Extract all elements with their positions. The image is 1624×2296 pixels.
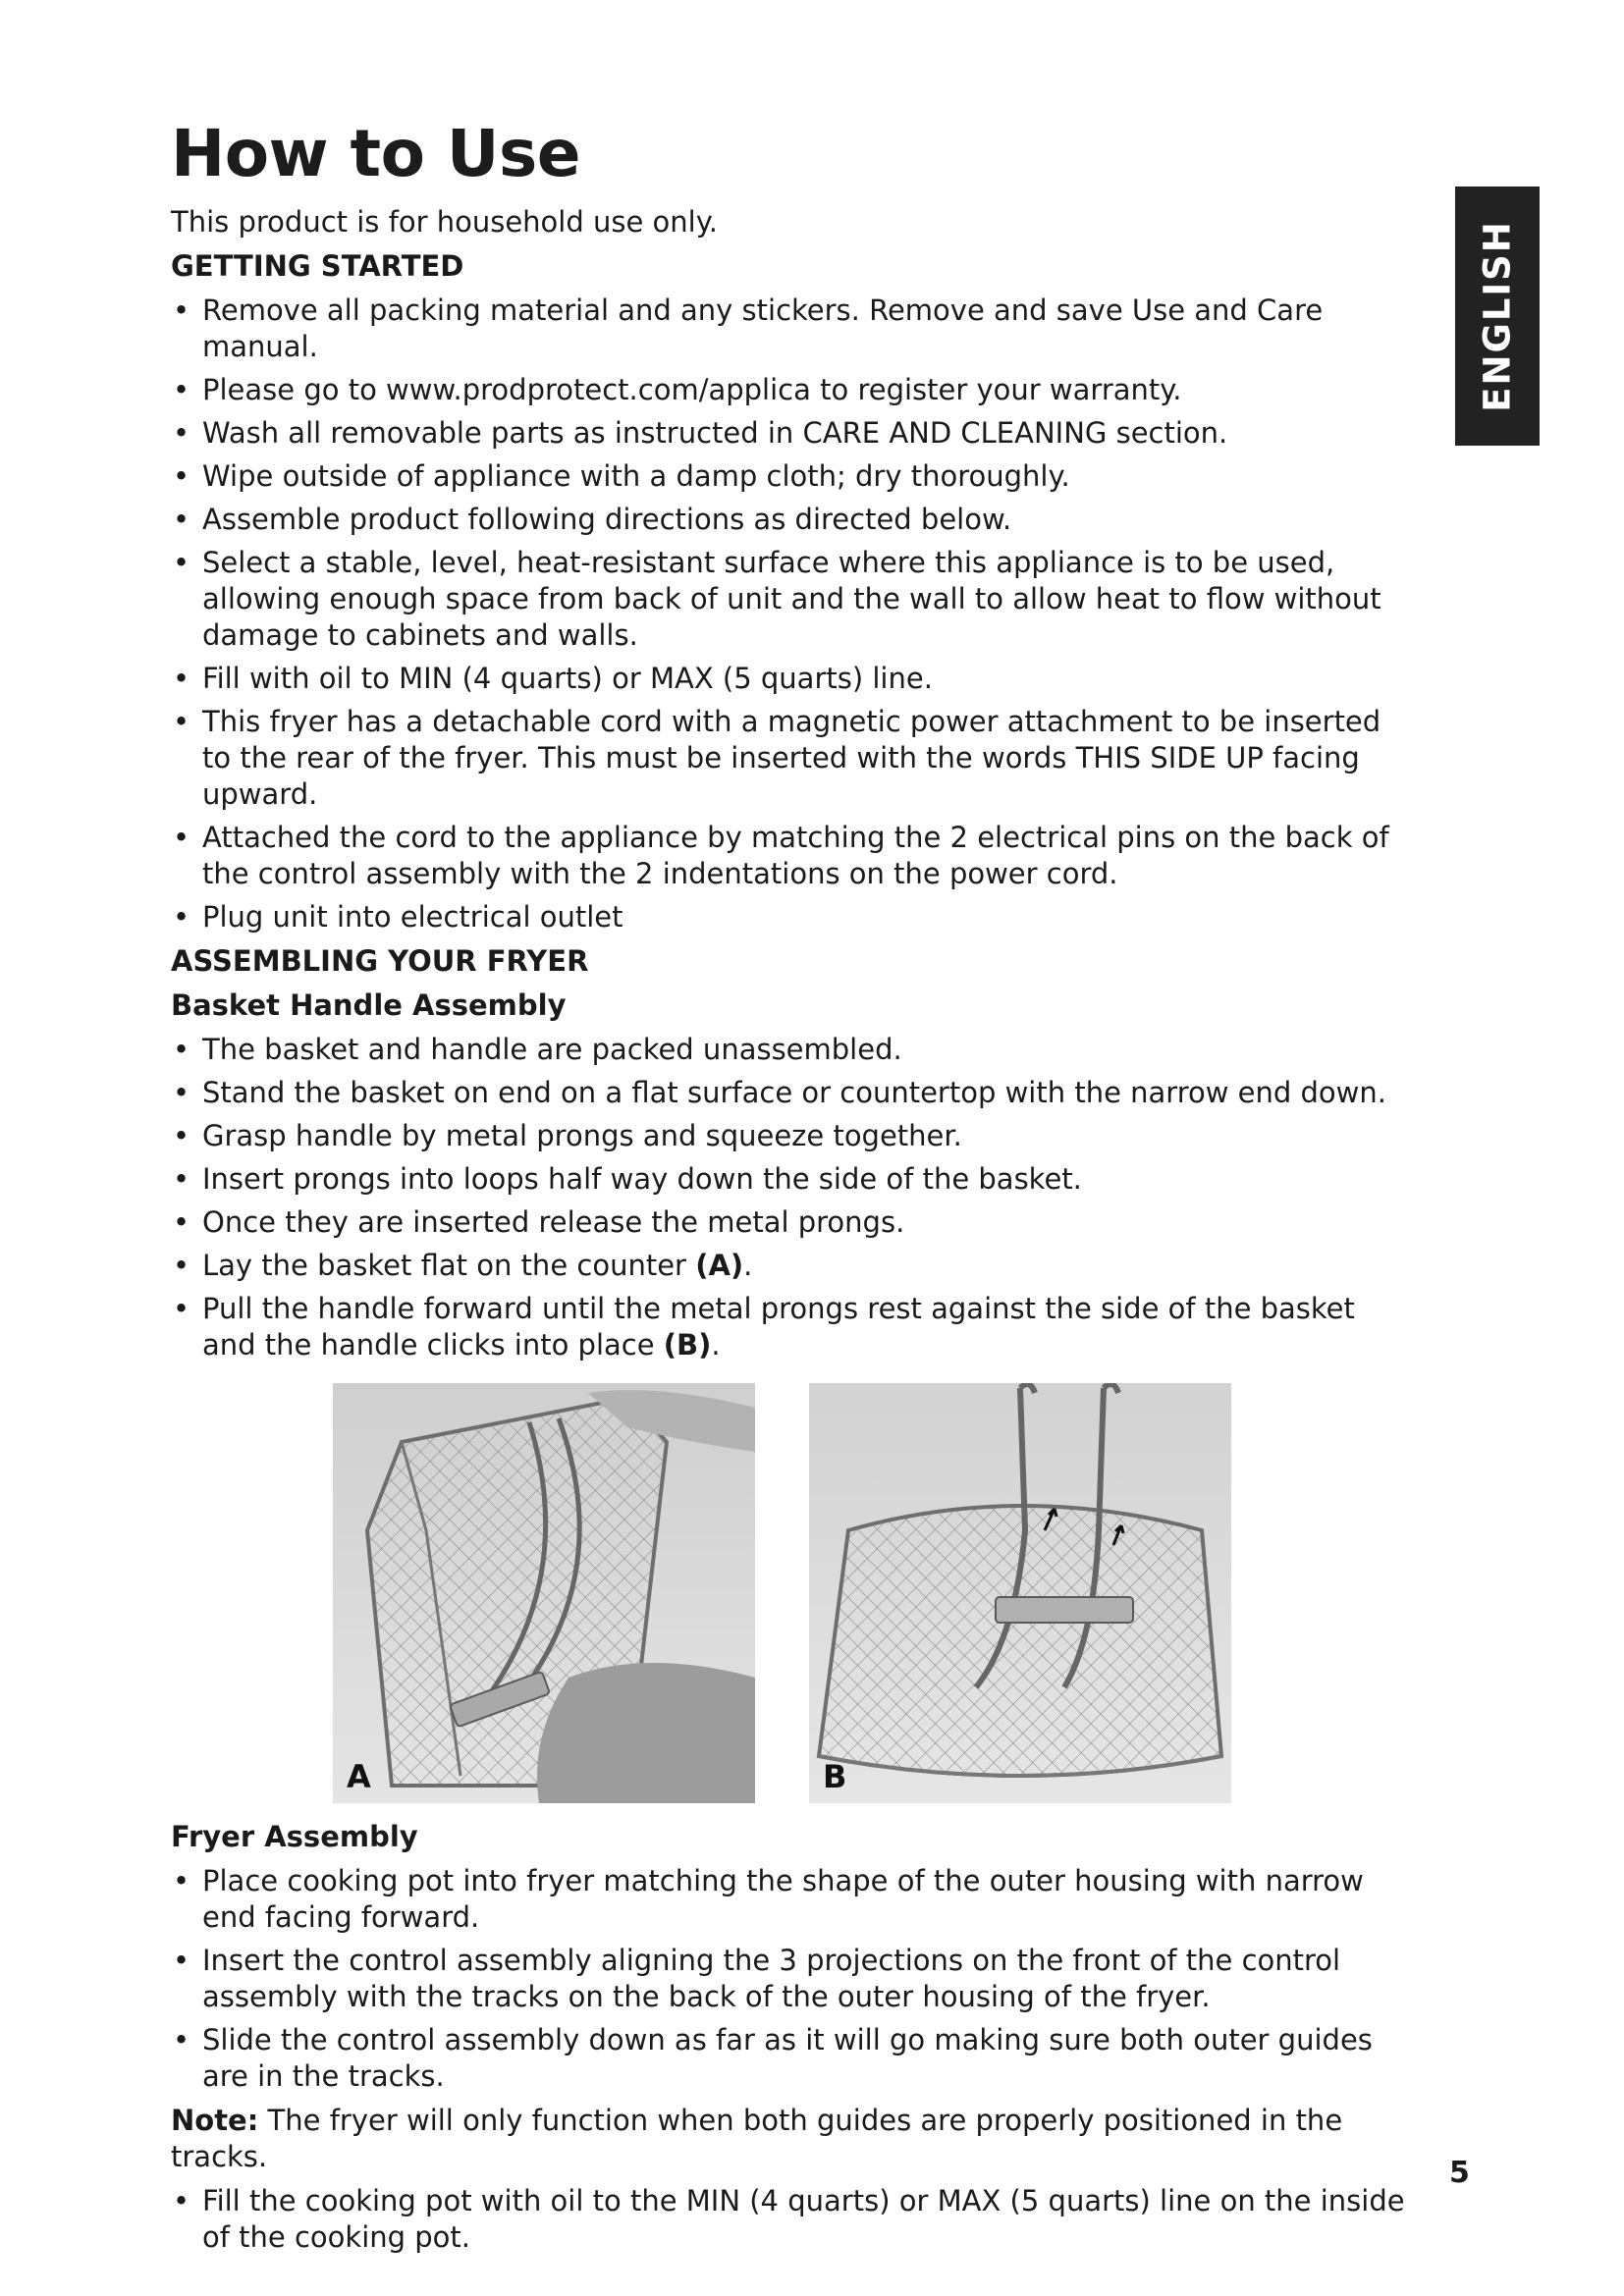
list-item: • Wash all removable parts as instructed in CARE AND CLEANING section. bbox=[173, 416, 1228, 450]
language-tab bbox=[1455, 187, 1540, 446]
bullet-icon: • bbox=[173, 1205, 190, 1239]
figure-b-label: B bbox=[823, 1758, 847, 1795]
list-item: • Insert prongs into loops half way down the side of the basket. bbox=[173, 1162, 1082, 1196]
basket-standing-illustration bbox=[333, 1383, 755, 1803]
note-paragraph bbox=[171, 2103, 1410, 2175]
bullet-icon: • bbox=[173, 1033, 190, 1066]
intro-text: This product is for household use only. bbox=[171, 205, 718, 239]
bullet-icon: • bbox=[173, 294, 190, 327]
fryer-assembly-list-continued bbox=[171, 2183, 1410, 2256]
list-item: • Stand the basket on end on a flat surface or countertop with the narrow end down. bbox=[173, 1076, 1386, 1109]
note-label: Note: bbox=[171, 2104, 259, 2137]
page-title: How to Use bbox=[171, 116, 581, 191]
bullet-icon: • bbox=[173, 1076, 190, 1109]
basket-flat-illustration bbox=[809, 1383, 1231, 1803]
bullet-icon: • bbox=[173, 2023, 190, 2056]
figure-row bbox=[171, 1383, 1410, 1807]
list-item: • Place cooking pot into fryer matching the shape of the outer housing with narrow end facing forward. bbox=[173, 1864, 1364, 1934]
list-item: • This fryer has a detachable cord with a magnetic power attachment to be inserted to the rear of the fryer. This must be inserted with the words THIS SIDE UP facing upward. bbox=[173, 705, 1381, 811]
getting-started-heading: GETTING STARTED bbox=[171, 249, 464, 283]
list-item: • Lay the basket flat on the counter (A). bbox=[173, 1249, 753, 1282]
list-item: • Wipe outside of appliance with a damp cloth; dry thoroughly. bbox=[173, 459, 1070, 493]
figure-b-basket-flat bbox=[809, 1383, 1231, 1803]
language-tab-label: ENGLISH bbox=[1476, 220, 1519, 412]
list-item: • Insert the control assembly aligning the 3 projections on the front of the control assembly with the tracks on the back of the outer housing of the fryer. bbox=[173, 1944, 1341, 2013]
bullet-icon: • bbox=[173, 821, 190, 854]
basket-assembly-heading: Basket Handle Assembly bbox=[171, 988, 567, 1022]
bullet-icon: • bbox=[173, 1119, 190, 1152]
bullet-icon: • bbox=[173, 416, 190, 450]
figure-ref-b: (B) bbox=[663, 1328, 712, 1362]
bullet-icon: • bbox=[173, 2184, 190, 2217]
figure-a-label: A bbox=[347, 1758, 371, 1795]
main-content bbox=[171, 204, 1410, 2264]
fryer-assembly-heading: Fryer Assembly bbox=[171, 1820, 418, 1853]
list-item: • Select a stable, level, heat-resistant surface where this appliance is to be used, allowing enough space from back of unit and the wall to allow heat to flow without damage to cabinets and walls. bbox=[173, 546, 1381, 652]
page-number: 5 bbox=[1449, 2156, 1470, 2190]
bullet-icon: • bbox=[173, 900, 190, 934]
bullet-icon: • bbox=[173, 1944, 190, 1977]
list-item: • Fill with oil to MIN (4 quarts) or MAX (5 quarts) line. bbox=[173, 662, 933, 695]
bullet-icon: • bbox=[173, 373, 190, 406]
bullet-icon: • bbox=[173, 1162, 190, 1196]
list-item: • Slide the control assembly down as far as it will go making sure both outer guides are in the tracks. bbox=[173, 2023, 1373, 2093]
list-item: • Attached the cord to the appliance by matching the 2 electrical pins on the back of the control assembly with the 2 indentations on the power cord. bbox=[173, 821, 1389, 890]
bullet-icon: • bbox=[173, 1292, 190, 1325]
list-item: • Pull the handle forward until the metal prongs rest against the side of the basket and the handle clicks into place (B). bbox=[173, 1292, 1355, 1362]
bullet-icon: • bbox=[173, 1864, 190, 1897]
figure-a-basket-standing bbox=[333, 1383, 755, 1803]
bullet-icon: • bbox=[173, 705, 190, 738]
basket-assembly-list bbox=[171, 1032, 1410, 1363]
bullet-icon: • bbox=[173, 503, 190, 536]
list-item: • Assemble product following directions as directed below. bbox=[173, 503, 1012, 536]
note-text: The fryer will only function when both guides are properly positioned in the tracks. bbox=[171, 2104, 1343, 2173]
bullet-icon: • bbox=[173, 1249, 190, 1282]
getting-started-list bbox=[171, 293, 1410, 935]
fryer-assembly-list bbox=[171, 1863, 1410, 2095]
bullet-icon: • bbox=[173, 459, 190, 493]
bullet-icon: • bbox=[173, 662, 190, 695]
list-item: • Plug unit into electrical outlet bbox=[173, 900, 623, 934]
list-item: • Fill the cooking pot with oil to the MIN (4 quarts) or MAX (5 quarts) line on the inside of the cooking pot. bbox=[173, 2184, 1405, 2254]
list-item: • Remove all packing material and any stickers. Remove and save Use and Care manual. bbox=[173, 294, 1324, 363]
assembling-heading: ASSEMBLING YOUR FRYER bbox=[171, 944, 589, 978]
figure-ref-a: (A) bbox=[695, 1249, 744, 1282]
bullet-icon: • bbox=[173, 546, 190, 579]
list-item: • Grasp handle by metal prongs and squeeze together. bbox=[173, 1119, 962, 1152]
list-item: • The basket and handle are packed unassembled. bbox=[173, 1033, 902, 1066]
list-item: • Please go to www.prodprotect.com/applica to register your warranty. bbox=[173, 373, 1182, 406]
list-item: • Once they are inserted release the metal prongs. bbox=[173, 1205, 905, 1239]
